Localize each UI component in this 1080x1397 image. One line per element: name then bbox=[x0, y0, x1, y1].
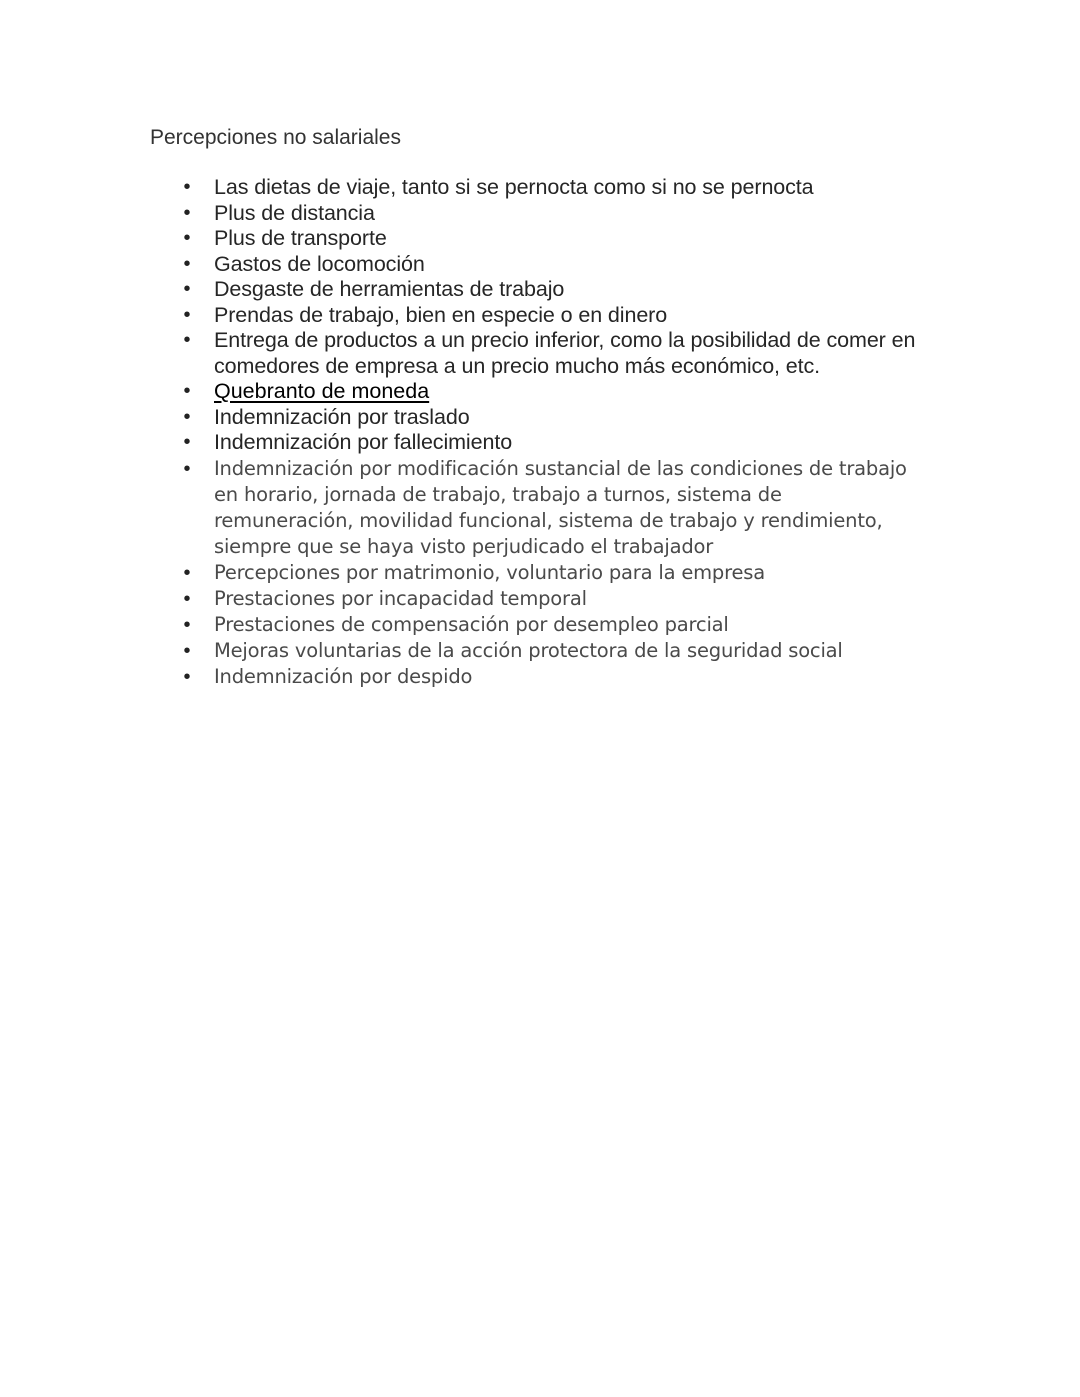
bullet-icon: • bbox=[183, 561, 191, 584]
list-item-text: Plus de distancia bbox=[214, 200, 375, 225]
list-item-text: Las dietas de viaje, tanto si se pernocta como si no se pernocta bbox=[214, 175, 814, 199]
bullet-icon: • bbox=[183, 303, 191, 326]
bullet-icon: • bbox=[183, 380, 191, 402]
list-item-text: Plus de transporte bbox=[214, 226, 387, 250]
list-item-text: Prestaciones de compensación por desempleo parcial bbox=[214, 612, 729, 636]
list-item-text: Indemnización por fallecimiento bbox=[214, 430, 513, 454]
list-item-text: Desgaste de herramientas de trabajo bbox=[214, 277, 565, 301]
bullet-icon: • bbox=[183, 227, 191, 249]
list-item bbox=[0, 277, 924, 303]
list-item-text: Mejoras voluntarias de la acción protectora de la seguridad social bbox=[214, 638, 843, 662]
list-item-text: Prestaciones por incapacidad temporal bbox=[214, 586, 587, 610]
list-item bbox=[0, 252, 924, 278]
section-heading: Percepciones no salariales bbox=[150, 126, 401, 149]
list-item bbox=[0, 560, 924, 586]
list-item bbox=[0, 612, 924, 638]
list-item bbox=[0, 664, 924, 690]
list-item-text: Gastos de locomoción bbox=[214, 251, 425, 276]
bullet-icon: • bbox=[183, 587, 191, 610]
bullet-icon: • bbox=[183, 278, 191, 300]
bullet-icon: • bbox=[183, 665, 191, 688]
bullet-icon: • bbox=[183, 405, 191, 428]
list-item bbox=[0, 303, 924, 329]
bullet-icon: • bbox=[183, 252, 191, 275]
list-item-text: Prendas de trabajo, bien en especie o en dinero bbox=[214, 302, 668, 327]
list-item bbox=[0, 175, 924, 201]
bullet-icon: • bbox=[183, 176, 191, 198]
bullet-icon: • bbox=[183, 201, 191, 224]
list-item-text: Indemnización por traslado bbox=[214, 404, 470, 429]
list-item bbox=[0, 638, 924, 664]
quebranto-de-moneda-link[interactable]: Quebranto de moneda bbox=[214, 379, 430, 403]
list-item-text: Indemnización por despido bbox=[214, 664, 473, 688]
bullet-icon: • bbox=[183, 457, 191, 480]
list-item-text: Indemnización por modificación sustancial de las condiciones de trabajo en horario, jornada de trabajo, trabajo a turnos, sistema de remuneración, movilidad funcional, sistema de trabajo y rendimiento, siempre que se haya visto perjudicado el trabajador bbox=[214, 456, 907, 558]
bullet-list bbox=[0, 175, 1080, 690]
bullet-icon: • bbox=[183, 639, 191, 662]
bullet-icon: • bbox=[183, 329, 191, 351]
bullet-icon: • bbox=[183, 613, 191, 636]
list-item bbox=[0, 586, 924, 612]
bullet-icon: • bbox=[183, 431, 191, 453]
list-item-text: Percepciones por matrimonio, voluntario para la empresa bbox=[214, 560, 765, 584]
list-item bbox=[0, 456, 924, 560]
list-item bbox=[0, 405, 924, 431]
list-item bbox=[0, 328, 924, 379]
list-item bbox=[0, 379, 924, 405]
list-item-text: Entrega de productos a un precio inferior, como la posibilidad de comer en comedores de empresa a un precio mucho más económico, etc. bbox=[214, 328, 916, 378]
list-item bbox=[0, 226, 924, 252]
list-item bbox=[0, 201, 924, 227]
list-item bbox=[0, 430, 924, 456]
